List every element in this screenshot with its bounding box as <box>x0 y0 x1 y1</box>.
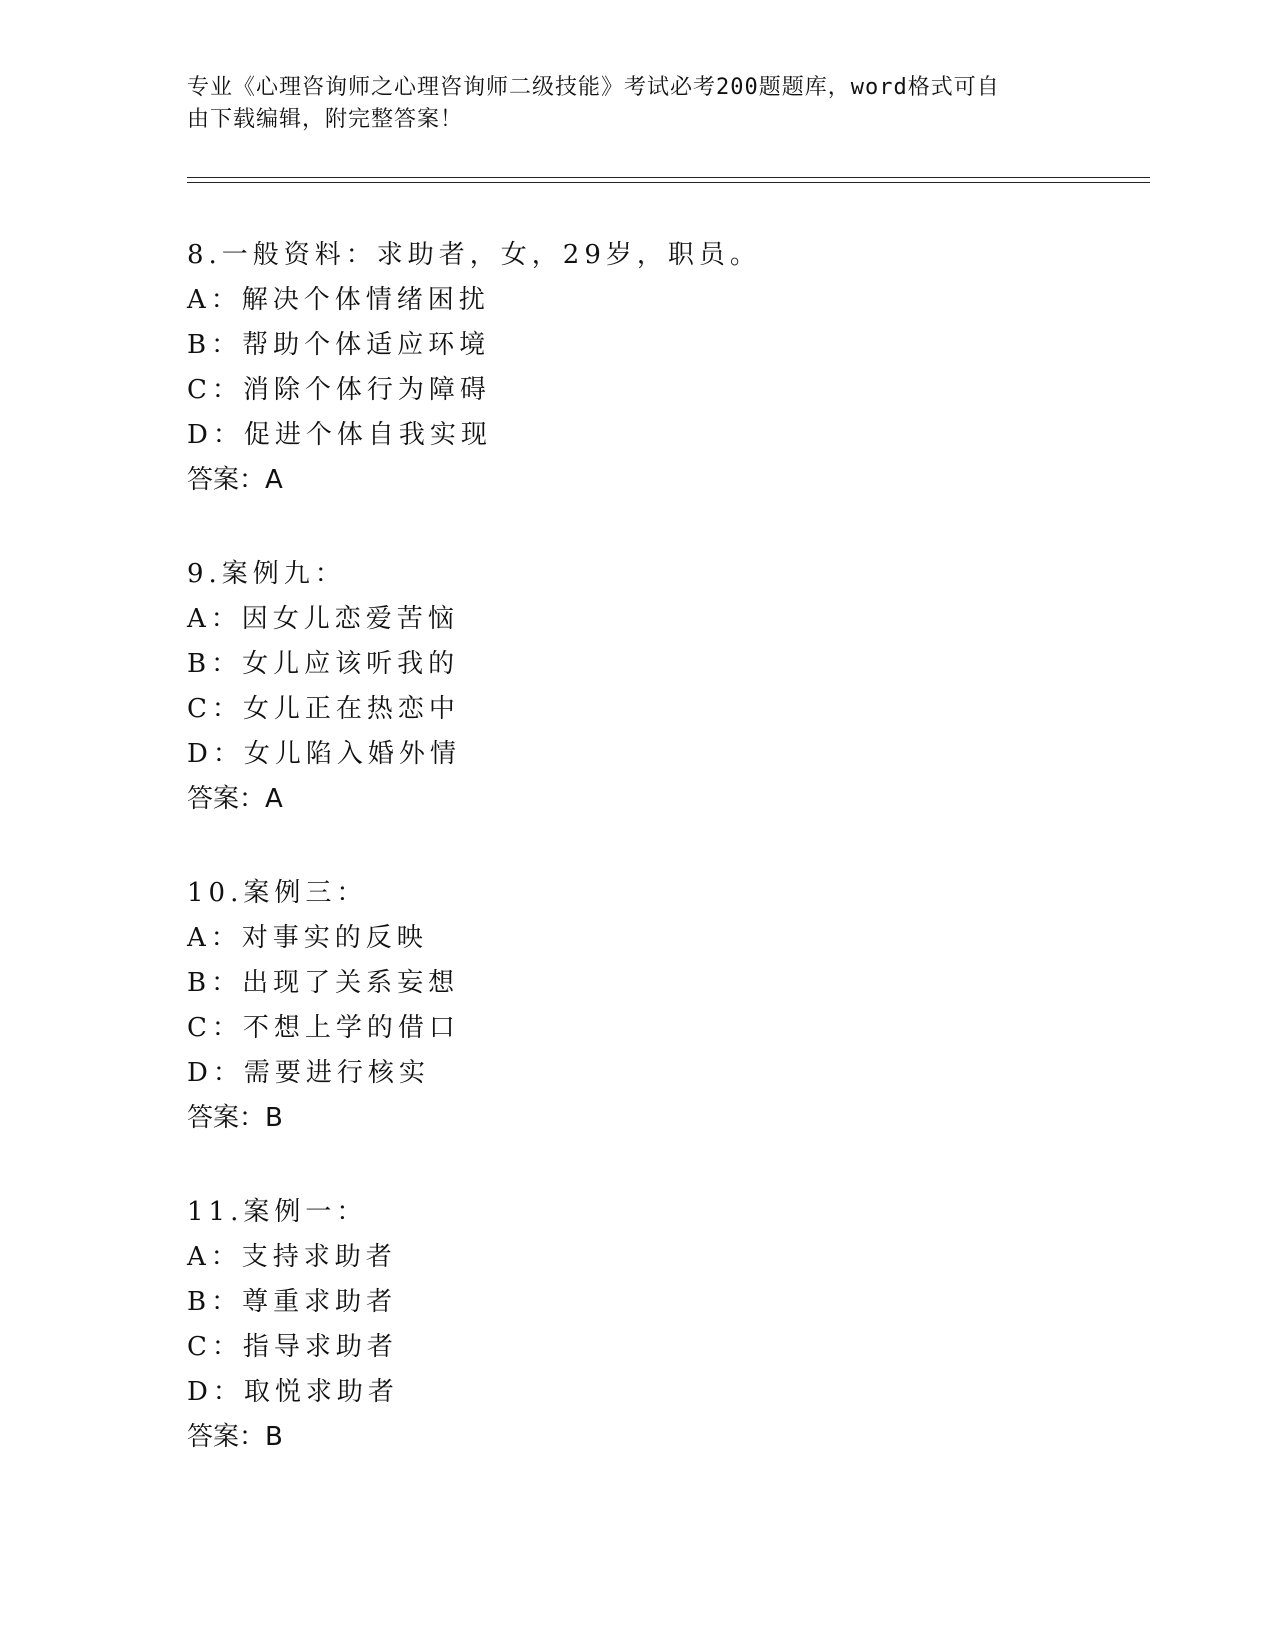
option-a: A：解决个体情绪困扰 <box>187 285 490 315</box>
answer-line: 答案：A <box>187 784 283 814</box>
answer-line: 答案：A <box>187 465 283 495</box>
header-divider-top <box>187 177 1150 178</box>
option-c: C：不想上学的借口 <box>187 1013 460 1043</box>
question-stem: 11.案例一： <box>187 1197 368 1227</box>
question-8 <box>187 233 1087 503</box>
document-header <box>187 72 1077 136</box>
option-d: D：取悦求助者 <box>187 1377 399 1407</box>
option-d: D：需要进行核实 <box>187 1058 430 1088</box>
option-a: A：对事实的反映 <box>187 923 428 953</box>
header-line-1: 专业《心理咨询师之心理咨询师二级技能》考试必考200题题库，word格式可自 <box>187 75 1000 100</box>
question-stem: 10.案例三： <box>187 878 368 908</box>
option-b: B：帮助个体适应环境 <box>187 330 491 360</box>
header-line-2: 由下载编辑，附完整答案！ <box>187 107 464 132</box>
question-9 <box>187 552 1087 822</box>
option-d: D：女儿陷入婚外情 <box>187 739 461 769</box>
question-10 <box>187 871 1087 1141</box>
option-b: B：出现了关系妄想 <box>187 968 460 998</box>
option-b: B：女儿应该听我的 <box>187 649 460 679</box>
option-c: C：指导求助者 <box>187 1332 398 1362</box>
option-c: C：女儿正在热恋中 <box>187 694 460 724</box>
option-d: D：促进个体自我实现 <box>187 420 492 450</box>
question-stem: 8.一般资料：求助者，女，29岁，职员。 <box>187 240 761 270</box>
question-11 <box>187 1190 1087 1460</box>
question-stem: 9.案例九： <box>187 559 346 589</box>
option-a: A：因女儿恋爱苦恼 <box>187 604 459 634</box>
option-a: A：支持求助者 <box>187 1242 397 1272</box>
answer-line: 答案：B <box>187 1422 283 1452</box>
option-b: B：尊重求助者 <box>187 1287 398 1317</box>
answer-line: 答案：B <box>187 1103 283 1133</box>
option-c: C：消除个体行为障碍 <box>187 375 491 405</box>
header-divider-bottom <box>187 182 1150 183</box>
